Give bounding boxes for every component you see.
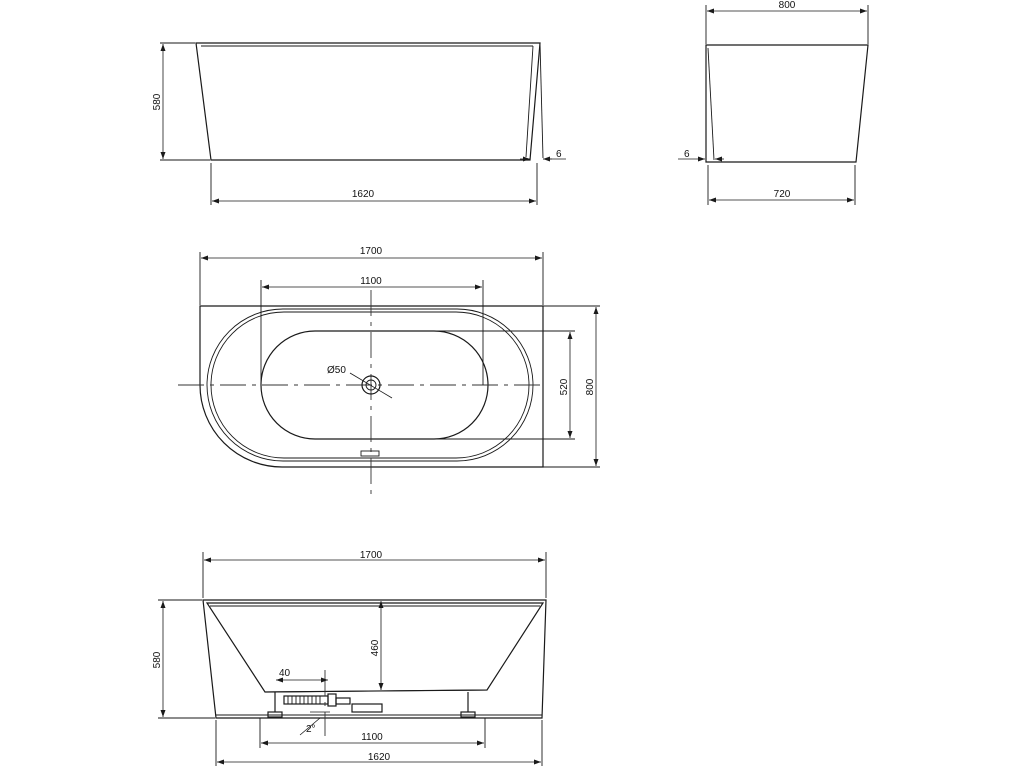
drain-diameter-label: Ø50	[327, 365, 346, 376]
plan-overall-width-label	[585, 378, 596, 395]
section-depth-label	[370, 639, 381, 656]
section-height-label	[152, 651, 163, 668]
plan-basin-length-label: 1100	[360, 276, 382, 287]
side-view-height-label	[152, 93, 163, 110]
end-view-base-width-label: 720	[773, 189, 791, 200]
section-view	[158, 552, 546, 766]
plan-overall-length-label: 1700	[359, 246, 383, 257]
svg-text:580: 580	[152, 93, 163, 111]
side-view-offset-label: 6	[556, 149, 562, 160]
feet-span-label: 1100	[361, 732, 383, 743]
plan-basin-width-label	[559, 378, 570, 395]
leg-offset-label: 40	[279, 668, 291, 679]
end-view-offset-label: 6	[684, 149, 690, 160]
slope-label: 2°	[306, 724, 316, 735]
section-base-length-label: 1620	[367, 752, 391, 763]
svg-text:800: 800	[585, 378, 596, 396]
side-view	[160, 43, 566, 205]
svg-text:460: 460	[370, 639, 381, 657]
side-view-length-label: 1620	[351, 189, 375, 200]
end-view-top-width-label: 800	[778, 0, 796, 11]
section-overall-length-label: 1700	[359, 550, 383, 561]
svg-text:580: 580	[152, 651, 163, 669]
left-foot	[268, 692, 282, 717]
svg-text:520: 520	[559, 378, 570, 396]
plan-view	[178, 252, 600, 495]
end-view	[678, 5, 868, 205]
right-foot	[461, 692, 475, 717]
